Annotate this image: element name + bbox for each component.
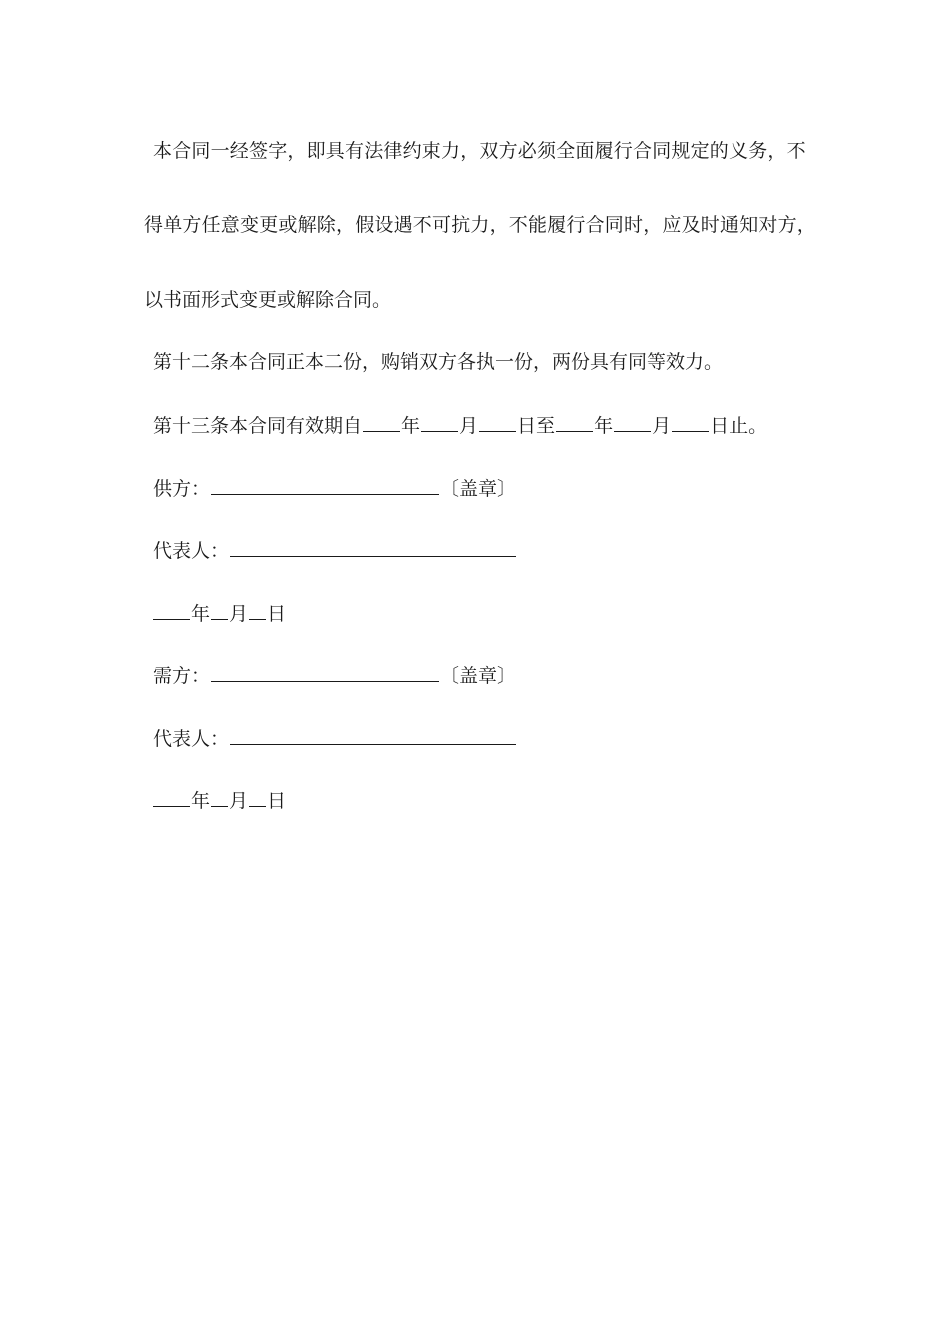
- supplier-date-line: [153, 600, 286, 624]
- article-12: 第十二条本合同正本二份，购销双方各执一份，两份具有同等效力。: [153, 351, 724, 373]
- supplier-rep-label: 代表人：: [153, 540, 230, 562]
- article-13-year-1: 年: [401, 415, 421, 437]
- buyer-date-year-field[interactable]: [153, 787, 190, 807]
- supplier-rep-field[interactable]: [230, 537, 516, 557]
- buyer-date-month-field[interactable]: [211, 787, 228, 807]
- article-13-year-2: 年: [594, 415, 614, 437]
- article-13-day-2: 日止。: [710, 415, 768, 437]
- paragraph-line-3: 以书面形式变更或解除合同。: [144, 289, 392, 311]
- supplier-representative-line: [153, 537, 517, 561]
- article-13-prefix: 第十三条本合同有效期自: [153, 415, 363, 437]
- paragraph-line-1: 本合同一经签字，即具有法律约束力，双方必须全面履行合同规定的义务，不: [153, 140, 806, 162]
- supplier-date-year-field[interactable]: [153, 600, 190, 620]
- article-13: [153, 412, 767, 436]
- blank-end-year[interactable]: [556, 412, 593, 432]
- blank-start-month[interactable]: [421, 412, 458, 432]
- paragraph-line-2: 得单方任意变更或解除，假设遇不可抗力，不能履行合同时，应及时通知对方，: [144, 214, 817, 236]
- blank-start-year[interactable]: [363, 412, 400, 432]
- buyer-date-day-field[interactable]: [249, 787, 266, 807]
- article-13-month-2: 月: [652, 415, 672, 437]
- article-13-day-1: 日至: [517, 415, 556, 437]
- buyer-date-line: [153, 787, 286, 811]
- supplier-date-year: 年: [191, 603, 211, 625]
- supplier-date-day: 日: [267, 603, 287, 625]
- buyer-signature-line: [153, 662, 516, 686]
- supplier-label: 供方：: [153, 478, 211, 500]
- supplier-date-month: 月: [229, 603, 249, 625]
- supplier-date-day-field[interactable]: [249, 600, 266, 620]
- buyer-rep-label: 代表人：: [153, 728, 230, 750]
- blank-start-day[interactable]: [479, 412, 516, 432]
- buyer-signature-field[interactable]: [211, 662, 439, 682]
- article-13-month-1: 月: [459, 415, 479, 437]
- blank-end-day[interactable]: [672, 412, 709, 432]
- buyer-label: 需方：: [153, 665, 211, 687]
- supplier-date-month-field[interactable]: [211, 600, 228, 620]
- buyer-representative-line: [153, 725, 517, 749]
- blank-end-month[interactable]: [614, 412, 651, 432]
- buyer-date-month: 月: [229, 790, 249, 812]
- buyer-rep-field[interactable]: [230, 725, 516, 745]
- supplier-seal: 〔盖章〕: [440, 478, 517, 500]
- buyer-date-year: 年: [191, 790, 211, 812]
- supplier-signature-line: [153, 475, 516, 499]
- supplier-signature-field[interactable]: [211, 475, 439, 495]
- buyer-seal: 〔盖章〕: [440, 665, 517, 687]
- buyer-date-day: 日: [267, 790, 287, 812]
